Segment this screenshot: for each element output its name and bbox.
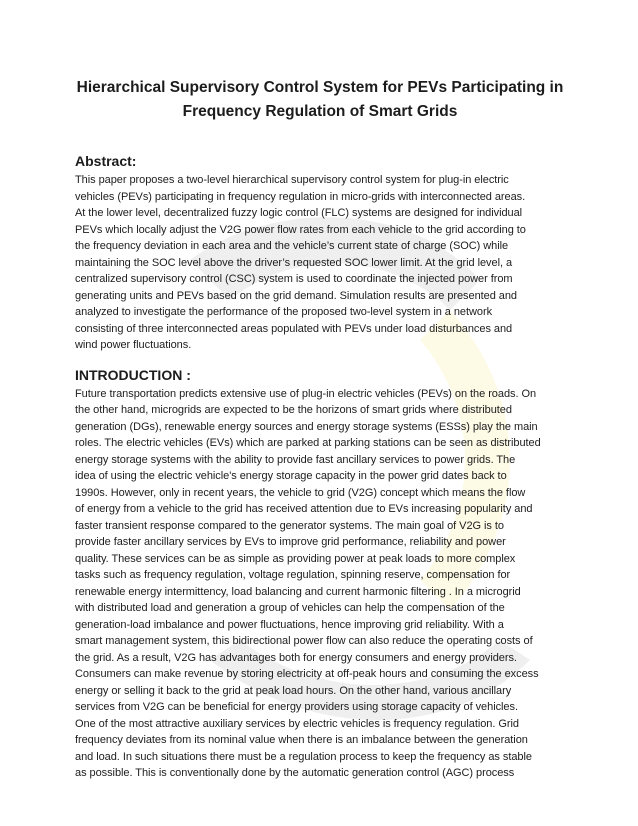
introduction-line: faster transient response compared to the generator systems. The main goal of V2G is to (75, 519, 504, 532)
introduction-line: Consumers can make revenue by storing electricity at off-peak hours and consuming the excess (75, 668, 539, 680)
title-line-2: Frequency Regulation of Smart Grids (182, 103, 458, 120)
introduction-line: renewable energy intermittency, load balancing and current harmonic filtering . In a microgrid (75, 585, 521, 598)
abstract-line: generating units and PEVs based on the grid demand. Simulation results are presented and (75, 289, 517, 302)
introduction-line: quality. These services can be as simple as providing power at peak loads to more complex (75, 552, 516, 565)
abstract-line: At the lower level, decentralized fuzzy logic control (FLC) systems are designed for individual (75, 207, 523, 219)
abstract-line: consisting of three interconnected areas populated with PEVs under load disturbances and (75, 322, 513, 335)
introduction-line: roles. The electric vehicles (EVs) which are parked at parking stations can be seen as distributed (75, 437, 541, 449)
introduction-line: smart management system, this bidirectional power flow can also reduce the operating costs of (75, 635, 533, 647)
abstract-line: the frequency deviation in each area and the vehicle’s current state of charge (SOC) while (75, 240, 509, 252)
introduction-line: One of the most attractive auxiliary services by electric vehicles is frequency regulation. Grid (75, 717, 519, 730)
abstract-line: PEVs which locally adjust the V2G power flow rates from each vehicle to the grid according to (75, 223, 526, 236)
introduction-heading: INTRODUCTION : (75, 366, 191, 383)
paper-title (55, 76, 585, 124)
introduction-line: provide faster ancillary services by EVs to improve grid performance, reliability and power (75, 536, 506, 548)
abstract-paragraph (75, 172, 565, 354)
abstract-line: vehicles (PEVs) participating in frequency regulation in micro-grids with interconnected areas. (75, 190, 526, 203)
abstract-line: wind power fluctuations. (75, 339, 192, 351)
abstract-line: maintaining the SOC level above the driver’s requested SOC lower limit. At the grid level, a (75, 256, 513, 269)
introduction-line: services from V2G can be beneficial for energy providers using storage capacity of vehicles. (75, 701, 518, 713)
introduction-line: generation (DGs), renewable energy sources and energy storage systems (ESSs) play the main (75, 420, 538, 433)
introduction-line: Future transportation predicts extensive use of plug-in electric vehicles (PEVs) on the roads. On (75, 387, 537, 400)
introduction-line: idea of using the electric vehicle's energy storage capacity in the power grid dates back to (75, 470, 507, 482)
abstract-heading: Abstract: (75, 153, 137, 169)
abstract-line: This paper proposes a two-level hierarchical supervisory control system for plug-in electric (75, 174, 509, 186)
paper-content (75, 76, 565, 782)
abstract-line: centralized supervisory control (CSC) system is used to coordinate the injected power from (75, 273, 513, 285)
title-line-1: Hierarchical Supervisory Control System for PEVs Participating in (76, 79, 564, 96)
introduction-line: frequency deviates from its nominal value when there is an imbalance between the generation (75, 734, 528, 746)
introduction-line: 1990s. However, only in recent years, the vehicle to grid (V2G) concept which means the flow (75, 486, 526, 499)
introduction-line: energy storage systems with the ability to provide fast ancillary services to power grids. The (75, 453, 516, 466)
introduction-line: energy or selling it back to the grid at peak load hours. On the other hand, various ancillary (75, 684, 512, 697)
introduction-line: tasks such as frequency regulation, voltage regulation, spinning reserve, compensation for (75, 569, 511, 581)
introduction-line: with distributed load and generation a group of vehicles can help the compensation of the (75, 602, 505, 614)
abstract-line: analyzed to investigate the performance of the proposed two-level system in a network (75, 306, 493, 318)
introduction-paragraph (75, 386, 565, 782)
introduction-line: of energy from a vehicle to the grid has received attention due to EVs increasing popularity and (75, 503, 533, 515)
introduction-line: and load. In such situations there must be a regulation process to keep the frequency as stable (75, 750, 532, 763)
introduction-line: the other hand, microgrids are expected to be the horizons of smart grids where distributed (75, 404, 512, 416)
introduction-line: the grid. As a result, V2G has advantages both for energy consumers and energy providers. (75, 651, 517, 664)
introduction-line: generation-load imbalance and power fluctuations, hence improving grid reliability. With a (75, 618, 504, 631)
introduction-line: as possible. This is conventionally done by the automatic generation control (AGC) process (75, 767, 515, 779)
